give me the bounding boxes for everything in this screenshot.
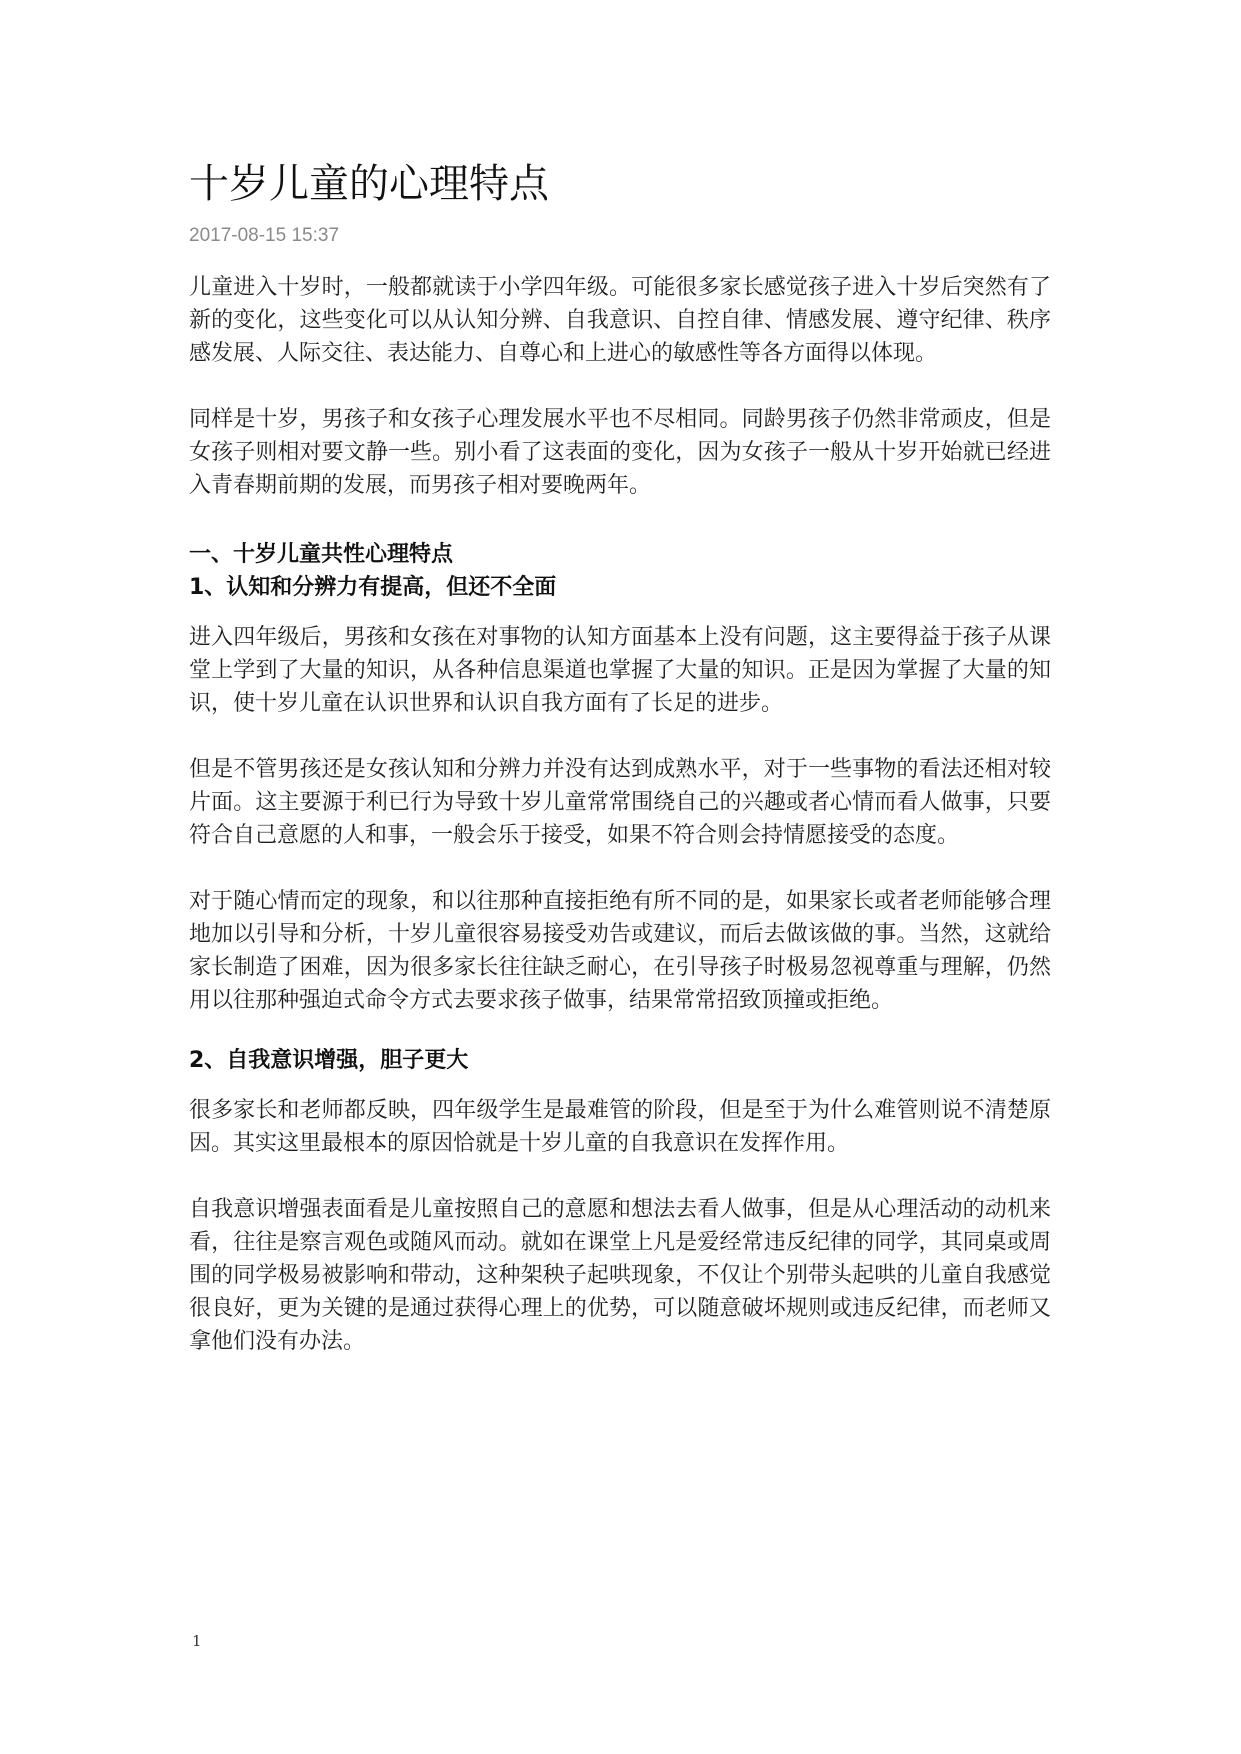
subsection2-paragraph-2: 自我意识增强表面看是儿童按照自己的意愿和想法去看人做事，但是从心理活动的动机来看，往往是察言观色或随风而动。就如在课堂上凡是爱经常违反纪律的同学，其同桌或周围的同学极易被影响和带动，这种架秧子起哄现象，不仅让个别带头起哄的儿童自我感觉很良好，更为关键的是通过获得心理上的优势，可以随意破坏规则或违反纪律，而老师又拿他们没有办法。 xyxy=(189,1197,1051,1354)
subsection1-paragraph-1: 进入四年级后，男孩和女孩在对事物的认知方面基本上没有问题，这主要得益于孩子从课堂上学到了大量的知识，从各种信息渠道也掌握了大量的知识。正是因为掌握了大量的知识，使十岁儿童在认识世界和认识自我方面有了长足的进步。 xyxy=(189,625,1051,716)
subsection1-paragraph-3: 对于随心情而定的现象，和以往那种直接拒绝有所不同的是，如果家长或者老师能够合理地加以引导和分析，十岁儿童很容易接受劝告或建议，而后去做该做的事。当然，这就给家长制造了困难，因为很多家长往往缺乏耐心，在引导孩子时极易忽视尊重与理解，仍然用以往那种强迫式命令方式去要求孩子做事，结果常常招致顶撞或拒绝。 xyxy=(189,889,1051,1013)
intro-paragraph-1: 儿童进入十岁时，一般都就读于小学四年级。可能很多家长感觉孩子进入十岁后突然有了新的变化，这些变化可以从认知分辨、自我意识、自控自律、情感发展、遵守纪律、秩序感发展、人际交往、表达能力、自尊心和上进心的敏感性等各方面得以体现。 xyxy=(189,275,1051,366)
document-page xyxy=(189,158,1051,1358)
section-heading-1: 一、十岁儿童共性心理特点 xyxy=(189,542,454,567)
intro-paragraph-2: 同样是十岁，男孩子和女孩子心理发展水平也不尽相同。同龄男孩子仍然非常顽皮，但是女孩子则相对要文静一些。别小看了这表面的变化，因为女孩子一般从十岁开始就已经进入青春期前期的发展，而男孩子相对要晚两年。 xyxy=(189,407,1051,498)
subsection-heading-1: 1、认知和分辨力有提高，但还不全面 xyxy=(189,575,557,600)
page-number: 1 xyxy=(192,1632,202,1650)
subsection1-paragraph-2: 但是不管男孩还是女孩认知和分辨力并没有达到成熟水平，对于一些事物的看法还相对较片面。这主要源于利已行为导致十岁儿童常常围绕自己的兴趣或者心情而看人做事，只要符合自己意愿的人和事，一般会乐于接受，如果不符合则会持情愿接受的态度。 xyxy=(189,757,1051,848)
publish-date: 2017-08-15 15:37 xyxy=(189,225,340,246)
subsection-heading-2: 2、自我意识增强，胆子更大 xyxy=(189,1048,469,1073)
page-title: 十岁儿童的心理特点 xyxy=(189,161,549,207)
subsection2-paragraph-1: 很多家长和老师都反映，四年级学生是最难管的阶段，但是至于为什么难管则说不清楚原因。其实这里最根本的原因恰就是十岁儿童的自我意识在发挥作用。 xyxy=(189,1098,1051,1156)
